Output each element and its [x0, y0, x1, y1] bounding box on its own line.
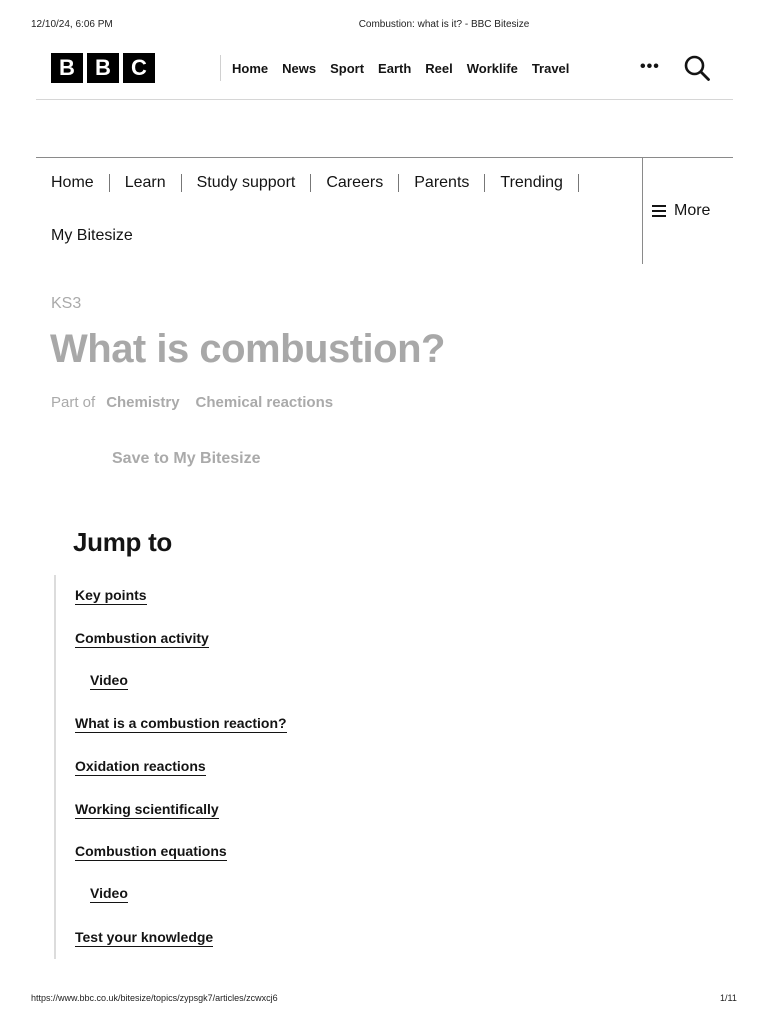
- bbc-logo-block: B: [87, 53, 119, 83]
- global-nav-home[interactable]: Home: [232, 60, 269, 76]
- nav-divider: [398, 174, 399, 192]
- nav-divider: [484, 174, 485, 192]
- jump-link-working-scientifically[interactable]: Working scientifically: [75, 801, 219, 817]
- bitesize-nav-learn[interactable]: Learn: [124, 174, 166, 191]
- save-to-my-bitesize-button[interactable]: Save to My Bitesize: [112, 450, 261, 467]
- bbc-logo-block: B: [51, 53, 83, 83]
- part-of-breadcrumb: [51, 394, 333, 411]
- hamburger-icon: [652, 205, 666, 217]
- nav-divider: [310, 174, 311, 192]
- nav-divider: [181, 174, 182, 192]
- global-nav-reel[interactable]: Reel: [425, 60, 453, 76]
- jump-link-combustion-activity[interactable]: Combustion activity: [75, 630, 209, 646]
- bitesize-nav-study-support[interactable]: Study support: [196, 174, 296, 191]
- jump-link-what-is-combustion-reaction[interactable]: What is a combustion reaction?: [75, 715, 287, 731]
- jump-link-key-points[interactable]: Key points: [75, 587, 147, 603]
- global-nav-earth[interactable]: Earth: [378, 60, 412, 76]
- print-document-title: Combustion: what is it? - BBC Bitesize: [358, 19, 530, 30]
- bbc-global-header: [36, 50, 733, 100]
- global-nav-worklife[interactable]: Worklife: [466, 60, 518, 76]
- part-of-label: Part of: [51, 394, 96, 411]
- more-menu-button[interactable]: [642, 158, 733, 264]
- key-stage-label[interactable]: KS3: [51, 295, 82, 312]
- bbc-logo-block: C: [123, 53, 155, 83]
- part-of-link-chemical-reactions[interactable]: Chemical reactions: [195, 394, 334, 411]
- bbc-logo[interactable]: [51, 53, 155, 83]
- nav-divider: [109, 174, 110, 192]
- print-datetime: 12/10/24, 6:06 PM: [31, 19, 113, 30]
- bitesize-nav-careers[interactable]: Careers: [326, 174, 384, 191]
- jump-link-test-your-knowledge[interactable]: Test your knowledge: [75, 929, 214, 945]
- more-menu-icon[interactable]: •••: [640, 58, 660, 75]
- jump-to-list: [54, 575, 454, 959]
- jump-link-combustion-equations[interactable]: Combustion equations: [75, 843, 227, 859]
- jump-link-video[interactable]: Video: [90, 885, 128, 901]
- part-of-link-chemistry[interactable]: Chemistry: [106, 394, 180, 411]
- bitesize-nav-parents[interactable]: Parents: [414, 174, 470, 191]
- jump-link-oxidation-reactions[interactable]: Oxidation reactions: [75, 758, 206, 774]
- jump-to-heading: Jump to: [73, 527, 173, 557]
- bitesize-nav-home[interactable]: Home: [51, 174, 94, 191]
- global-nav: [220, 55, 571, 81]
- print-header: [0, 19, 768, 33]
- jump-link-video[interactable]: Video: [90, 672, 128, 688]
- bitesize-nav-my-bitesize[interactable]: My Bitesize: [51, 227, 133, 244]
- more-menu-label: More: [674, 202, 711, 219]
- bitesize-nav-row: [51, 174, 594, 192]
- page-title: What is combustion?: [50, 327, 445, 371]
- bitesize-nav: [36, 157, 733, 263]
- global-nav-travel[interactable]: Travel: [531, 60, 570, 76]
- print-page-number: 1/11: [720, 993, 737, 1003]
- print-url: https://www.bbc.co.uk/bitesize/topics/zypsgk7/articles/zcwxcj6: [31, 993, 278, 1003]
- bitesize-nav-trending[interactable]: Trending: [500, 174, 563, 191]
- nav-divider: [578, 174, 579, 192]
- global-nav-sport[interactable]: Sport: [330, 60, 365, 76]
- global-nav-news[interactable]: News: [282, 60, 317, 76]
- search-icon[interactable]: [683, 54, 711, 82]
